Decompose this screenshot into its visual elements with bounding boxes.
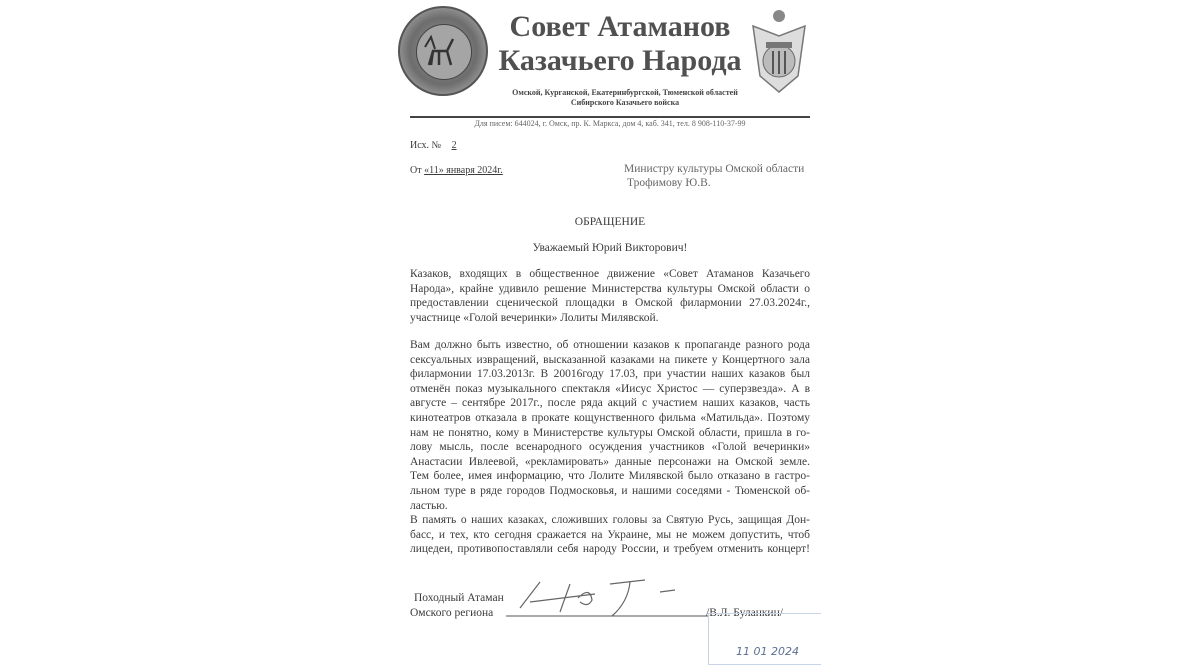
text-line: филармонии 17.03.2013г. В 20016году 17.03, при участии наших казаков был <box>410 368 810 381</box>
outgoing-number <box>410 139 465 154</box>
text-line: сексуальных извращений, высказанной казаками на пикете у Концертного зала <box>410 353 810 366</box>
regions-line2: Сибирского Казачьего войска <box>570 98 680 107</box>
seal-image <box>416 24 472 80</box>
text-line: августе – сентябре 2017г., после ряда акций с участием наших казаков, часть <box>410 397 810 410</box>
signer-position-line2: Омского региона <box>410 607 494 619</box>
letter-date <box>410 164 503 179</box>
greeting: Уважаемый Юрий Викторович! <box>532 242 688 254</box>
text-line: отменён показ музыкального спектакля «Иисус Христос — суперзвезда». А в <box>410 382 810 395</box>
text-line: Тем более, имея информацию, что Лолите Милявской было отказано в гастро- <box>410 470 810 483</box>
recipient-line2: Трофимову Ю.В. <box>627 177 711 189</box>
text-line: льном туре в ряде городов Подмосковья, и нашими соседями - Тюменской об- <box>410 484 810 497</box>
text-line: Казаков, входящих в общественное движение «Совет Атаманов Казачьего <box>410 268 810 280</box>
text-line: лицедеи, противопоставляли себя народу России, и требуем отменить концерт! <box>410 543 810 556</box>
outgoing-value: 2 <box>451 140 457 151</box>
handwritten-signature <box>500 572 710 622</box>
paragraph-1 <box>410 267 810 325</box>
recipient-line1: Министру культуры Омской области <box>624 163 805 175</box>
text-line: лову мысль, после всенародного осуждения участников «Голой вечеринки» <box>410 441 810 454</box>
text-line: нам не понятно, кому в Министерстве культуры Омской области, пришла в го- <box>410 426 810 439</box>
text-line: Народа», крайне удивило решение Министерства культуры Омской области о <box>410 282 810 295</box>
regions-line1: Омской, Курганской, Екатеринбургской, Тюменской областей <box>512 88 738 97</box>
document-heading: ОБРАЩЕНИЕ <box>574 216 646 228</box>
text-line: кинотеатров отказала в прокате кощунственного фильма «Матильда». Поэтому <box>410 411 810 424</box>
org-title-line1: Совет Атаманов <box>509 10 731 43</box>
paragraph-3 <box>410 513 810 557</box>
signer-name: /В.Л. Буланкин/ <box>706 607 783 619</box>
text-line: Вам должно быть известно, об отношении казаков к пропаганде разного рода <box>410 339 810 351</box>
text-line: басс, и тех, кто сегодня сражается на Украине, мы не можем допустить, чтоб <box>410 528 810 541</box>
text-line: Анастасии Ивлеевой, «рекламировать» данные персонажи на Омской земле. <box>410 455 810 468</box>
coat-of-arms-emblem <box>748 6 810 96</box>
text-line: предоставлении сценической площадки в Омской филармонии 27.03.2024г., <box>410 297 810 310</box>
stamp-date: 11 01 2024 <box>736 645 799 658</box>
date-prefix: От <box>410 165 422 176</box>
outgoing-label: Исх. № <box>410 140 442 151</box>
paragraph-2 <box>410 338 810 513</box>
mailing-address: Для писем: 644024, г. Омск, пр. К. Маркса, дом 4, каб. 341, тел. 8 908-110-37-99 <box>474 119 746 128</box>
seal-emblem-left <box>398 6 488 96</box>
header-divider <box>410 116 810 118</box>
date-value: «11» января 2024г. <box>424 165 503 176</box>
org-title-line2: Казачьего Народа <box>498 44 742 77</box>
text-line: В память о наших казаках, сложивших головы за Святую Русь, защищая Дон- <box>410 514 810 526</box>
text-line: ластью. <box>410 499 448 512</box>
signer-position-line1: Походный Атаман <box>414 592 504 604</box>
text-line: участнице «Голой вечеринки» Лолиты Милявской. <box>410 311 659 324</box>
